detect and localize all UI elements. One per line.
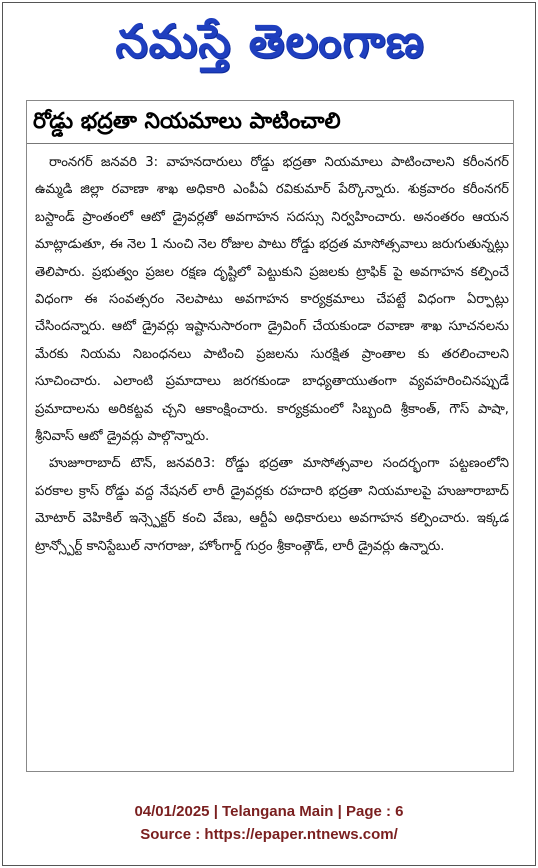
article-paragraph-1: రాంనగర్ జనవరి 3: వాహనదారులు రోడ్డు భద్రతా నియమాలు పాటించాలని కరీంనగర్ ఉమ్మడి జిల్లా రవాణా శాఖ అధికారి ఎంపీఏ రవికుమార్ పేర్కొన్నారు. శుక్రవారం కరీంనగర్ బస్టాండ్ ప్రాంతంలో ఆటో డ్రైవర్లతో అవగాహన సదస్సు నిర్వహించారు. అనంతరం ఆయన మాట్లాడుతూ, ఈ నెల 1 నుంచి నెల రోజుల పాటు రోడ్డు భద్రత మాసోత్సవాలు జరుగుతున్నట్లు తెలిపారు. ప్రభుత్వం ప్రజల రక్షణ దృష్టిలో పెట్టుకుని ప్రజలకు ట్రాఫిక్ పై అవగాహన కల్పించే విధంగా ఈ సంవత్సరం నెలపాటు అవగాహన కార్యక్రమాలు చేపట్టే విధంగా ఏర్పాట్లు చేసిందన్నారు. ఆటో డ్రైవర్లు ఇష్టానుసారంగా డ్రైవింగ్ చేయకుండా రవాణా శాఖ సూచనలను మేరకు నియమ నిబంధనలు పాటించి ప్రజలను సురక్షిత ప్రాంతాల కు తరలించాలని సూచించారు. ఎలాంటి ప్రమాదాలు జరగకుండా బాధ్యతాయుతంగా వ్యవహరించినప్పుడే ప్రమాదాలను అరికట్టవ చ్చని ఆకాంక్షించారు. కార్యక్రమంలో సిబ్బంది శ్రీకాంత్, గౌస్ పాషా, శ్రీనివాస్ ఆటో డ్రైవర్లు పాల్గొన్నారు. xyxy=(35,155,509,445)
news-clipping xyxy=(26,100,514,772)
edition-info: 04/01/2025 | Telangana Main | Page : 6 xyxy=(134,803,404,820)
article-headline: రోడ్డు భద్రతా నియమాలు పాటించాలి xyxy=(33,109,341,134)
newspaper-masthead xyxy=(60,8,480,74)
headline-divider xyxy=(27,143,513,144)
source-link[interactable]: Source : https://epaper.ntnews.com/ xyxy=(140,826,398,843)
masthead-title: నమస్తే తెలంగాణ xyxy=(115,14,425,68)
article-body xyxy=(35,149,509,560)
article-paragraph-2: హుజూరాబాద్ టౌన్, జనవరి3: రోడ్డు భద్రతా మాసోత్సవాల సందర్భంగా పట్టణంలోని పరకాల క్రాస్ రోడ్డు వద్ద నేషనల్ లారీ డ్రైవర్లకు రహదారి భద్రతా నియమాలపై హుజూరాబాద్ మోటార్ వెహికిల్ ఇన్స్పెక్టర్ కంచి వేణు, ఆర్టీఏ అధికారులు అవగాహన కల్పించారు. ఇక్కడ ట్రాన్స్పోర్ట్ కానిస్టేబుల్ నాగరాజు, హోంగార్డ్ గుర్రం శ్రీకాంత్గౌడ్, లారీ డ్రైవర్లు ఉన్నారు. xyxy=(35,456,509,554)
